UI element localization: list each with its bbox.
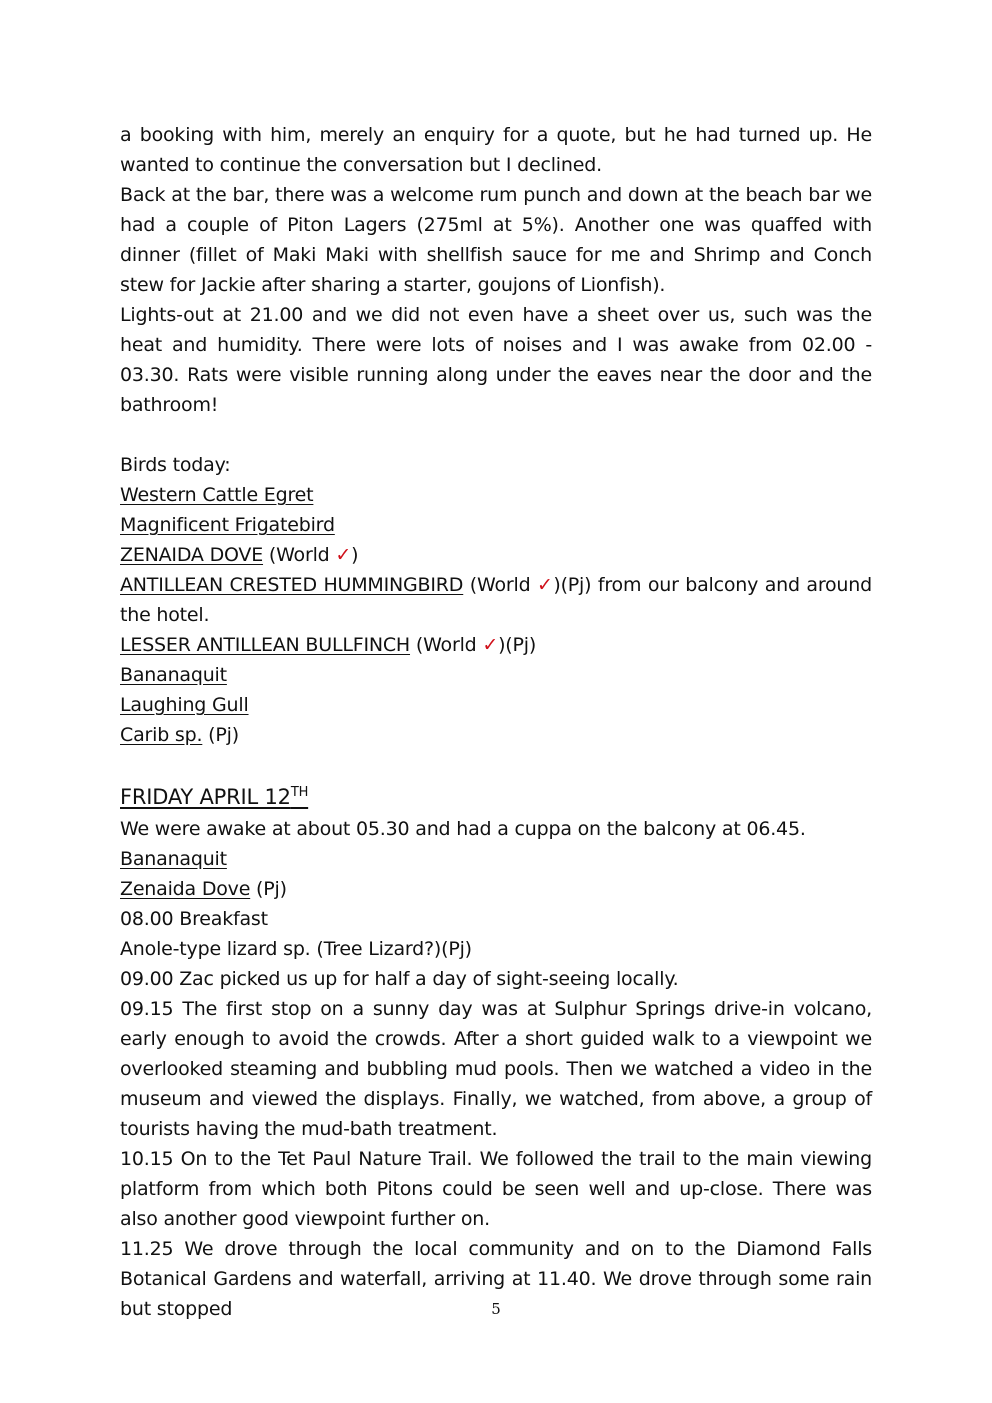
paragraph: Lights-out at 21.00 and we did not even have a sheet over us, such was the heat and humidity. There were lots of noises and I was awake from 02.00 - 03.30. Rats were visible running along under the eaves near the door and the bathroom! — [120, 304, 872, 416]
day-heading — [120, 780, 872, 814]
document-body — [120, 120, 872, 1324]
bird-entry — [120, 660, 872, 690]
paragraph: Anole-type lizard sp. (Tree Lizard?)(Pj) — [120, 938, 472, 960]
bird-entry — [120, 480, 872, 510]
paragraph: a booking with him, merely an enquiry for a quote, but he had turned up. He wanted to continue the conversation but I declined. — [120, 124, 872, 176]
paragraph: 09.15 The first stop on a sunny day was at Sulphur Springs drive-in volcano, early enough to avoid the crowds. After a short guided walk to a viewpoint we overlooked steaming and bubbling mud pools. Then we watched a video in the museum and viewed the displays. Finally, we watched, from above, a group of tourists having the mud-bath treatment. — [120, 998, 872, 1140]
bird-name: LESSER ANTILLEAN BULLFINCH — [120, 634, 411, 656]
paragraph: Back at the bar, there was a welcome rum punch and down at the beach bar we had a couple of Piton Lagers (275ml at 5%). Another one was quaffed with dinner (fillet of Maki Maki with shellfish sauce for me and Shrimp and Conch stew for Jackie after sharing a starter, goujons of Lionfish). — [120, 184, 872, 296]
check-icon: ✓ — [335, 544, 352, 566]
day-heading-text: FRIDAY APRIL 12TH — [120, 785, 309, 809]
bird-entry — [120, 844, 872, 874]
bird-note: (Pj) — [202, 724, 239, 746]
bird-name: Bananaquit — [120, 848, 227, 870]
bird-note: (World — [263, 544, 336, 566]
birds-heading: Birds today: — [120, 454, 231, 476]
bird-entry — [120, 874, 872, 904]
paragraph: 11.25 We drove through the local community and on to the Diamond Falls Botanical Gardens and waterfall, arriving at 11.40. We drove through some rain but stopped — [120, 1238, 872, 1320]
bird-name: Laughing Gull — [120, 694, 249, 716]
bird-entry — [120, 570, 872, 630]
paragraph: 10.15 On to the Tet Paul Nature Trail. We followed the trail to the main viewing platform from which both Pitons could be seen well and up-close. There was also another good viewpoint further on. — [120, 1148, 872, 1230]
bird-note: (World — [463, 574, 537, 596]
paragraph: We were awake at about 05.30 and had a cuppa on the balcony at 06.45. — [120, 818, 806, 840]
bird-entry — [120, 630, 872, 660]
bird-note: )(Pj) from our balcony and around the hotel. — [120, 574, 872, 626]
paragraph: 09.00 Zac picked us up for half a day of sight-seeing locally. — [120, 968, 679, 990]
bird-entry — [120, 690, 872, 720]
bird-name: Magnificent Frigatebird — [120, 514, 335, 536]
bird-name: Zenaida Dove — [120, 878, 251, 900]
bird-entry — [120, 720, 872, 750]
bird-note: )(Pj) — [498, 634, 537, 656]
bird-name: Carib sp. — [120, 724, 203, 746]
page-number: 5 — [491, 1300, 501, 1318]
paragraph: 08.00 Breakfast — [120, 908, 268, 930]
bird-name: Western Cattle Egret — [120, 484, 314, 506]
check-icon: ✓ — [536, 574, 554, 596]
bird-note: ) — [351, 544, 359, 566]
bird-entry — [120, 540, 872, 570]
check-icon: ✓ — [482, 634, 499, 656]
bird-note: (World — [410, 634, 483, 656]
bird-note: (Pj) — [250, 878, 287, 900]
bird-name: Bananaquit — [120, 664, 227, 686]
bird-name: ANTILLEAN CRESTED HUMMINGBIRD — [120, 574, 464, 596]
bird-name: ZENAIDA DOVE — [120, 544, 264, 566]
bird-entry — [120, 510, 872, 540]
